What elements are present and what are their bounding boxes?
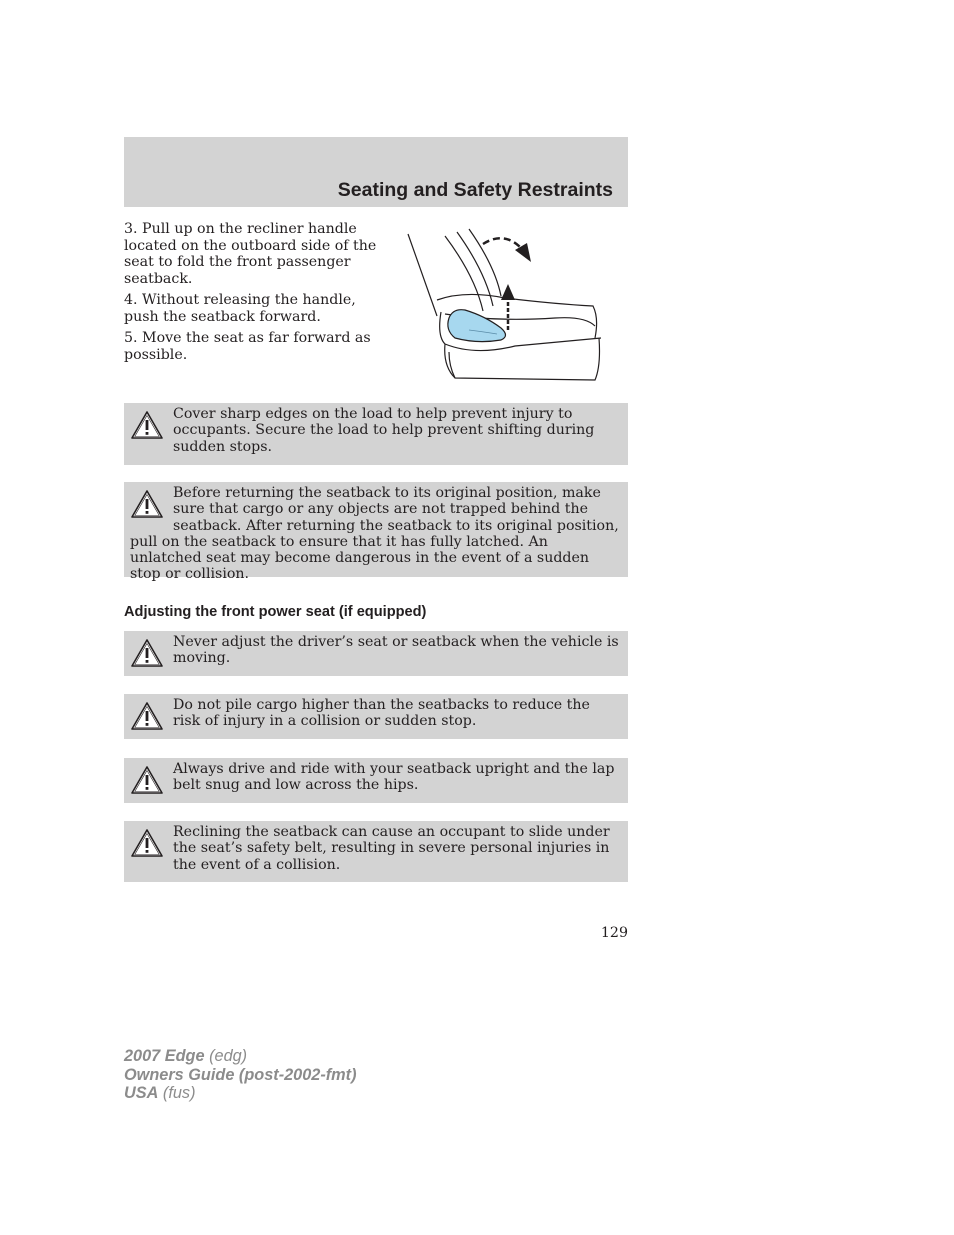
footer-market-code: (fus) <box>162 1084 196 1102</box>
warning-box-reclining <box>124 821 628 882</box>
warning-text: Cover sharp edges on the load to help prevent injury to occupants. Secure the load to help prevent shifting during sudden stops. <box>173 406 595 455</box>
up-arrow-icon <box>501 284 515 330</box>
warning-box-driver-adjust <box>124 631 628 676</box>
curved-arrow-icon <box>483 238 531 262</box>
footer-model: 2007 Edge <box>124 1047 205 1065</box>
footer-line-2 <box>124 1066 357 1085</box>
warning-triangle-icon <box>130 701 164 731</box>
warning-text: Before returning the seatback to its original position, make sure that cargo or any objects are not trapped behind the seatback. After returning the seatback to its original position, pull on the seatback to ensure that it has fully latched. An unlatched seat may become dangerous in the event of a sudden stop or collision. <box>130 485 619 583</box>
footer-model-code: (edg) <box>209 1047 248 1065</box>
section-header-bar <box>124 137 628 207</box>
recliner-steps <box>124 221 384 368</box>
footer-market: USA <box>124 1084 159 1102</box>
document-footer <box>124 1047 357 1103</box>
footer-line-3 <box>124 1084 357 1103</box>
step-3: 3. Pull up on the recliner handle located on the outboard side of the seat to fold the front passenger seatback. <box>124 221 377 287</box>
warning-box-seatback-latch <box>124 482 628 583</box>
footer-guide: Owners Guide (post-2002-fmt) <box>124 1065 357 1084</box>
section-title: Seating and Safety Restraints <box>337 179 613 201</box>
footer-line-1 <box>124 1047 357 1066</box>
warning-box-cargo-height <box>124 694 628 739</box>
warning-text: Always drive and ride with your seatback upright and the lap belt snug and low across the hips. <box>173 761 615 794</box>
warning-triangle-icon <box>130 489 164 519</box>
warning-text: Never adjust the driver’s seat or seatback when the vehicle is moving. <box>173 634 619 667</box>
warning-triangle-icon <box>130 410 164 440</box>
warning-text: Do not pile cargo higher than the seatbacks to reduce the risk of injury in a collision or sudden stop. <box>173 697 590 730</box>
warning-text: Reclining the seatback can cause an occupant to slide under the seat’s safety belt, resulting in severe personal injuries in the event of a collision. <box>173 824 610 873</box>
step-4: 4. Without releasing the handle, push the seatback forward. <box>124 292 356 325</box>
warning-triangle-icon <box>130 828 164 858</box>
step-5: 5. Move the seat as far forward as possible. <box>124 330 371 363</box>
page-number: 129 <box>600 925 628 941</box>
warning-box-seatback-upright <box>124 758 628 803</box>
warning-box-cargo-edges <box>124 403 628 465</box>
warning-triangle-icon <box>130 765 164 795</box>
seat-recline-illustration <box>405 226 605 384</box>
warning-triangle-icon <box>130 638 164 668</box>
recliner-handle <box>448 310 506 342</box>
power-seat-heading: Adjusting the front power seat (if equipped) <box>124 604 427 620</box>
